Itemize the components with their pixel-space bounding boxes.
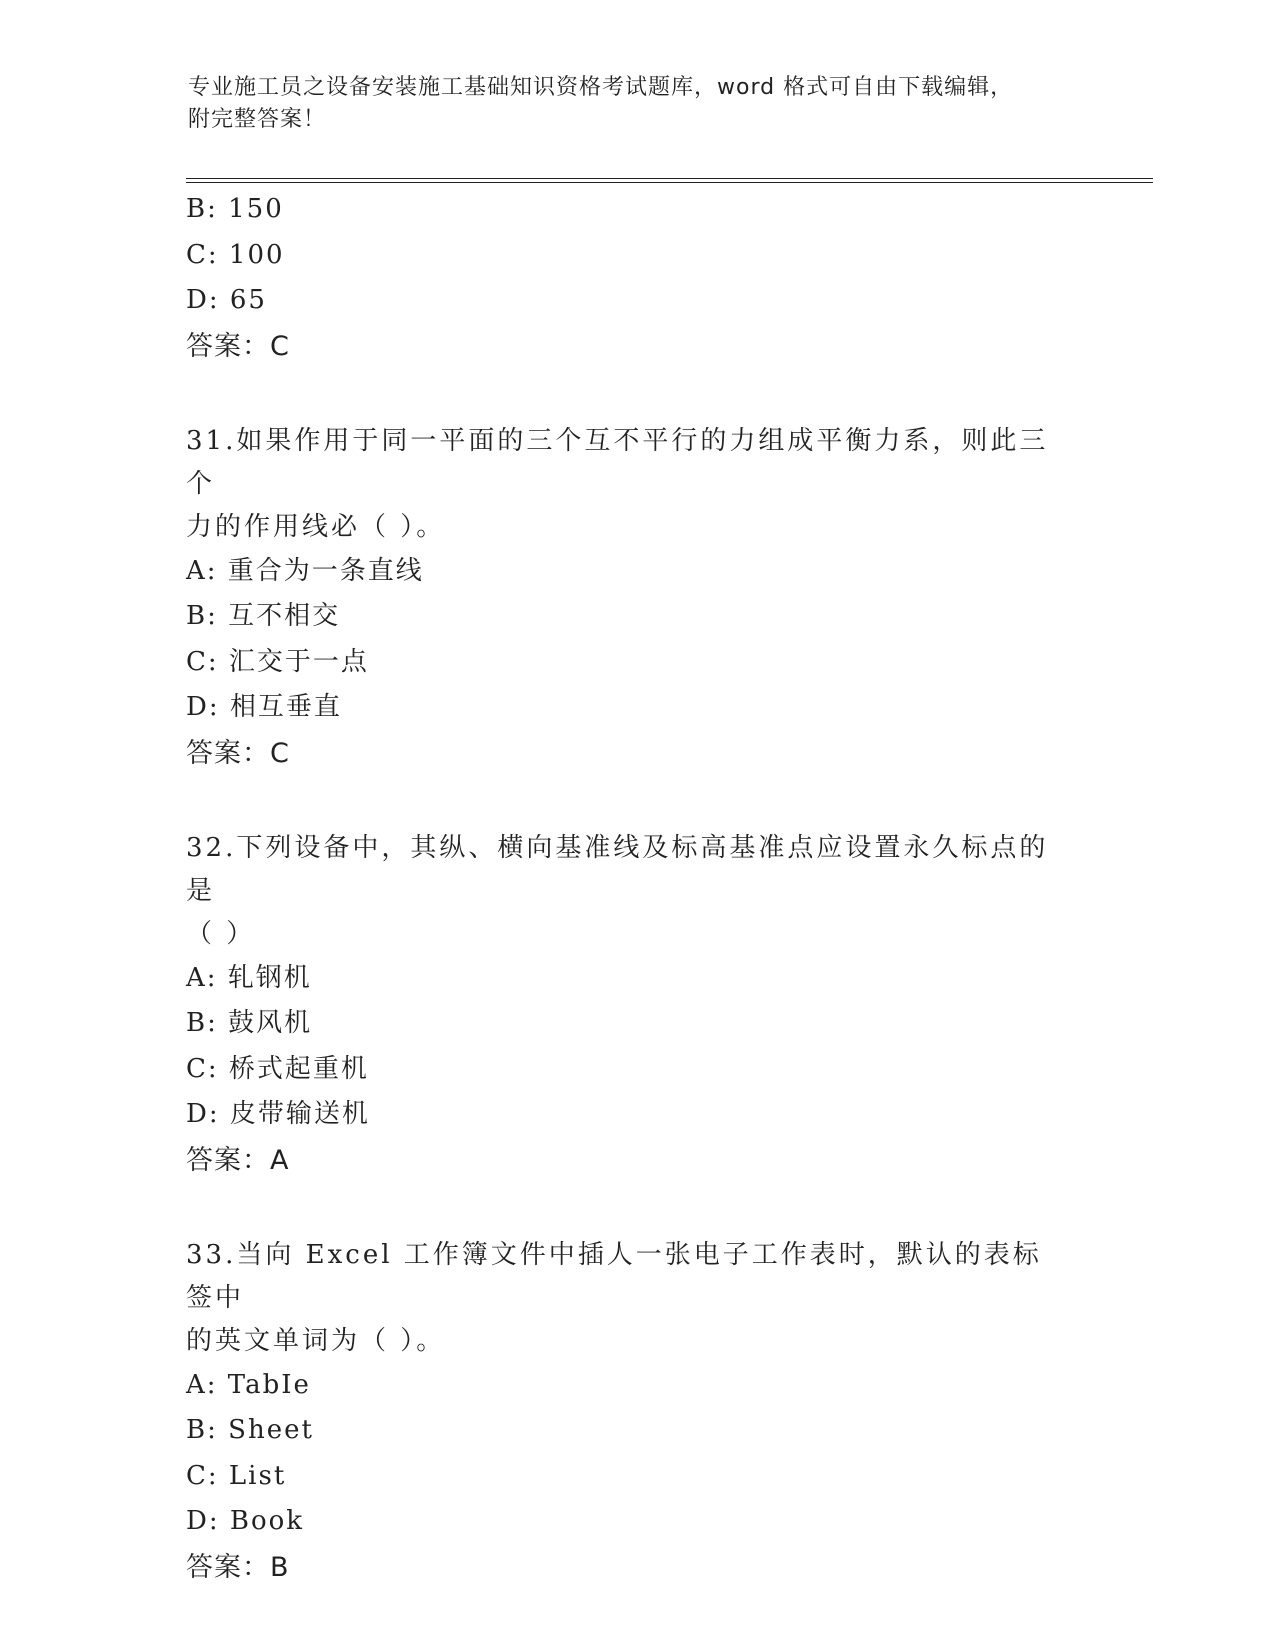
question-33 [186,1234,1086,1591]
question-stem-line-2: 的英文单词为（ ）。 [186,1325,446,1356]
question-list [186,187,1086,1590]
question-stem-line-1: 33.当向 Excel 工作簿文件中插人一张电子工作表时，默认的表标签中 [186,1239,1042,1313]
option-a: A: TabIe [186,1369,311,1400]
answer: 答案：A [186,1144,290,1176]
option-d: D: 相互垂直 [186,692,342,722]
question-stem-line-2: 力的作用线必（ ）。 [186,511,446,542]
option-c: C: 100 [186,239,285,270]
question-stem-line-1: 31.如果作用于同一平面的三个互不平行的力组成平衡力系，则此三个 [186,425,1049,499]
header-divider-top [186,178,1153,179]
option-b: B: 互不相交 [186,601,341,631]
option-a: A: 轧钢机 [186,962,312,993]
question-32 [186,827,1086,1184]
question-stem-line-1: 32.下列设备中，其纵、横向基准线及标高基准点应设置永久标点的是 [186,832,1049,906]
answer: 答案：B [186,1551,290,1583]
option-c: C: List [186,1460,287,1491]
partial-question-30 [186,187,1086,369]
header-divider-bottom [186,182,1153,183]
option-b: B: 150 [186,194,284,224]
question-stem-line-2: （ ） [186,918,256,949]
option-d: D: 皮带输送机 [186,1099,370,1129]
option-d: D: Book [186,1506,305,1536]
option-c: C: 汇交于一点 [186,646,369,677]
header-line-1: 专业施工员之设备安装施工基础知识资格考试题库，word 格式可自由下载编辑， [188,75,1014,100]
answer: 答案：C [186,330,290,362]
header-line-2: 附完整答案！ [188,107,327,132]
option-b: B: Sheet [186,1415,314,1445]
answer: 答案：C [186,737,290,769]
document-header [188,72,1068,136]
option-d: D: 65 [186,285,267,315]
option-b: B: 鼓风机 [186,1008,313,1038]
question-31 [186,420,1086,777]
option-a: A: 重合为一条直线 [186,555,424,586]
option-c: C: 桥式起重机 [186,1053,369,1084]
